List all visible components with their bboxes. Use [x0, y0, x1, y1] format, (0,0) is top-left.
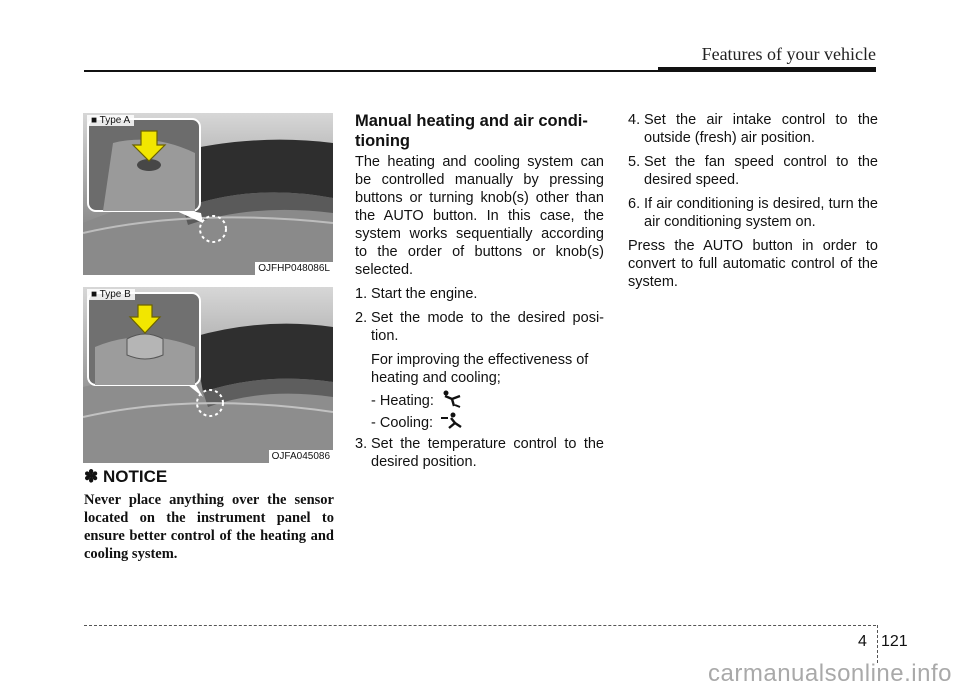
- intro-paragraph: The heating and cooling system can be controlled manually by pressing buttons or turning knob(s) other than the AUTO button. In this case, the system works sequentially according to the order of buttons or knob(s) selected.: [355, 154, 604, 278]
- header-rule-accent: [658, 67, 876, 72]
- closing-paragraph: Press the AUTO button in order to convert to full automatic control of the system.: [628, 238, 878, 290]
- instructions-column-middle: [355, 153, 604, 477]
- car-dashboard-illustration-b: [83, 287, 333, 463]
- step-text: Set the temperature control to the desired position.: [371, 436, 604, 470]
- step-number: 6.: [628, 196, 641, 212]
- heating-label: - Heating:: [371, 393, 434, 409]
- mode-note: For improving the effectiveness of heating and cooling;: [371, 352, 589, 386]
- cooling-label: - Cooling:: [371, 415, 434, 431]
- chapter-number: 4: [858, 633, 867, 650]
- step-number: 5.: [628, 154, 641, 170]
- figure-code: OJFHP048086L: [255, 262, 333, 275]
- notice-body: Never place anything over the sensor located on the instrument panel to ensure better control of the heating and cooling system.: [84, 492, 334, 562]
- cooling-mode-line: [371, 413, 604, 433]
- figure-type-label: ■ Type A: [87, 115, 134, 126]
- figure-type-a: [83, 113, 333, 275]
- face-vent-mode-icon: [439, 412, 463, 435]
- instructions-column-right: [628, 111, 878, 297]
- step-text: Set the air intake control to the outside (fresh) air position.: [644, 112, 878, 146]
- step-number: 4.: [628, 112, 641, 128]
- step-item: [355, 285, 604, 303]
- figure-code: OJFA045086: [269, 450, 333, 463]
- step-text: Set the mode to the desired posi-tion.: [371, 310, 604, 344]
- section-title: Manual heating and air condi-tioning: [355, 112, 588, 150]
- step-item: [355, 309, 604, 345]
- notice-title: ✽ NOTICE: [84, 467, 168, 486]
- step-item: [628, 153, 878, 189]
- floor-vent-mode-icon: [440, 390, 464, 413]
- footer-rule: [84, 625, 876, 626]
- header-title: Features of your vehicle: [701, 44, 876, 64]
- figure-type-b: [83, 287, 333, 463]
- car-dashboard-illustration-a: [83, 113, 333, 275]
- step-item: [355, 435, 604, 471]
- step-text: If air conditioning is desired, turn the air conditioning system on.: [644, 196, 878, 230]
- step-number: 2.: [355, 310, 368, 326]
- figure-type-label: ■ Type B: [87, 289, 135, 300]
- step-number: 3.: [355, 436, 368, 452]
- page-number: 121: [881, 633, 908, 650]
- step-item: [628, 195, 878, 231]
- step-text: Start the engine.: [371, 286, 478, 302]
- heating-mode-line: [371, 391, 604, 411]
- step-number: 1.: [355, 286, 368, 302]
- step-text: Set the fan speed control to the desired speed.: [644, 154, 878, 188]
- footer-divider: [877, 625, 878, 663]
- step-item: [628, 111, 878, 147]
- watermark: carmanualsonline.info: [708, 660, 952, 687]
